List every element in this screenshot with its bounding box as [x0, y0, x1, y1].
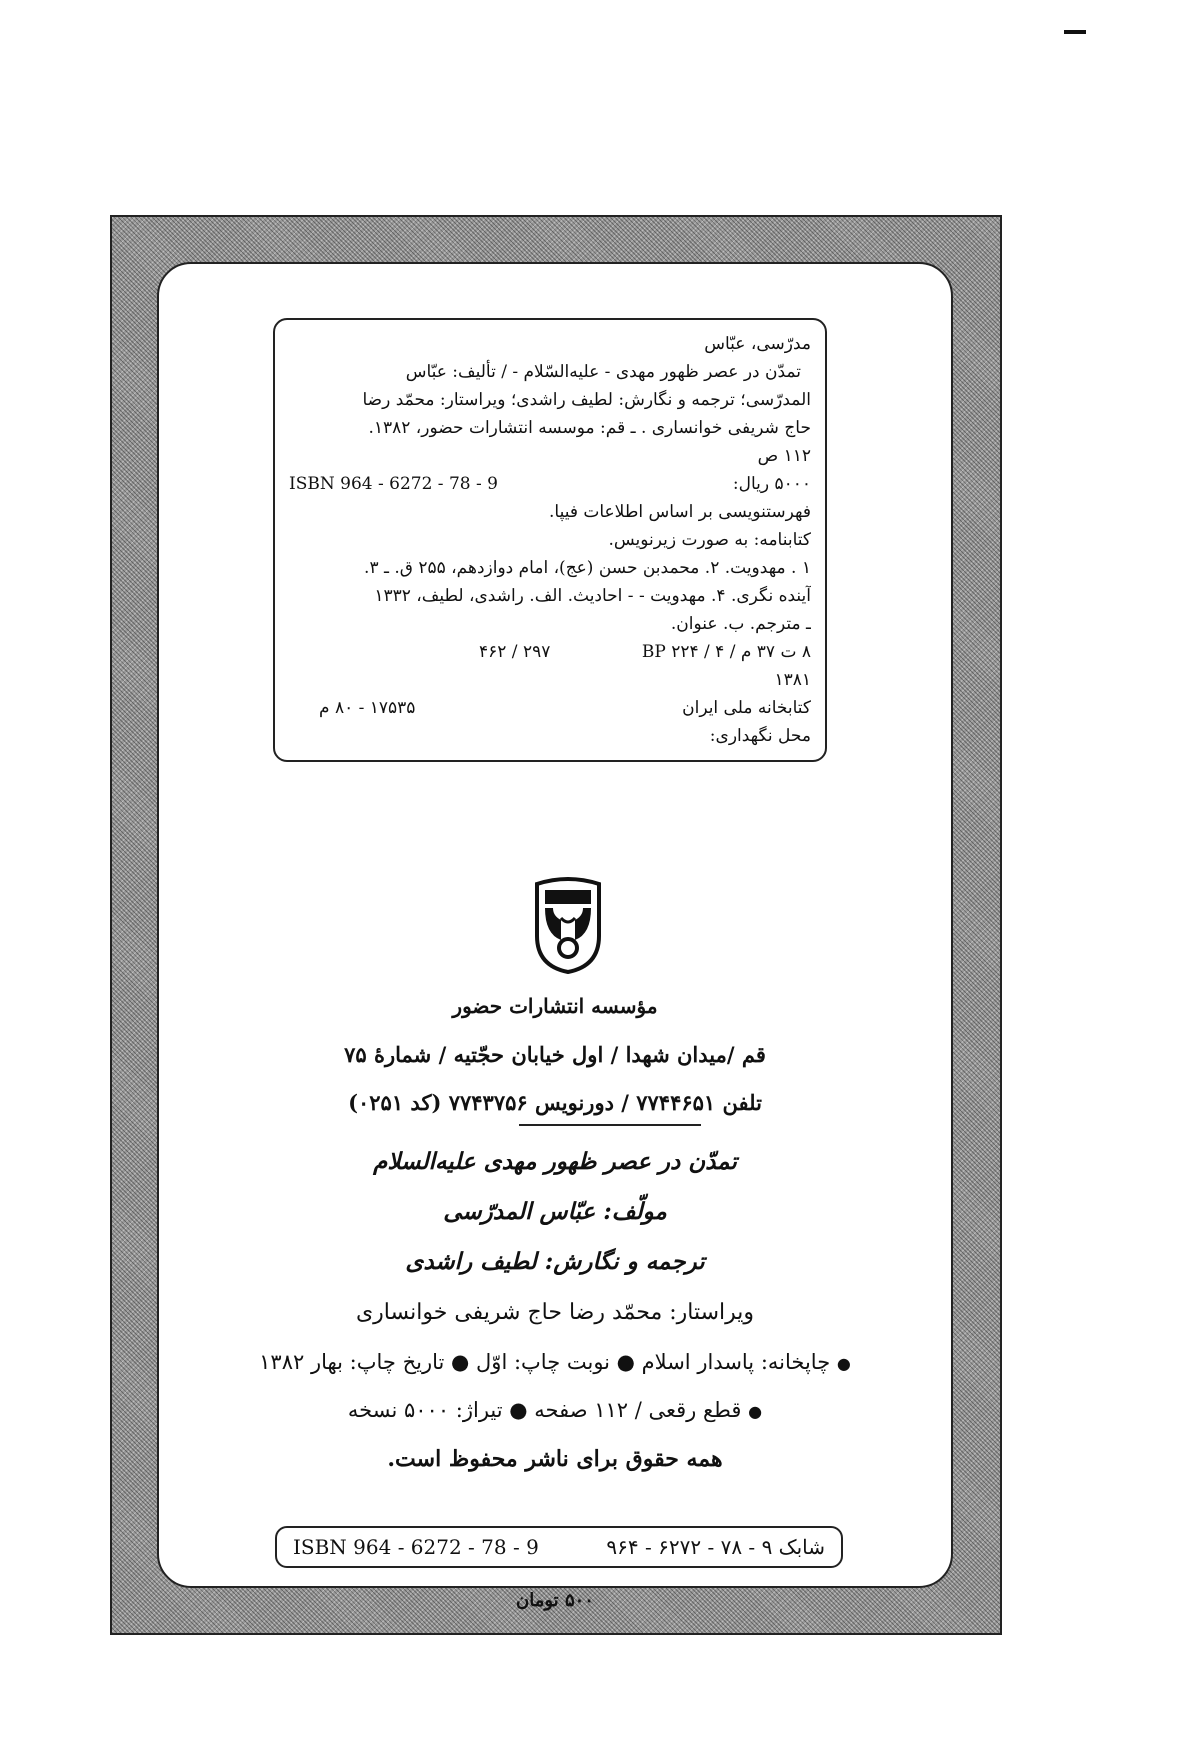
catalog-library-number: ۱۷۵۳۵ - ۸۰ م [319, 698, 416, 718]
catalog-isbn: ISBN 964 - 6272 - 78 - 9 [289, 474, 498, 494]
catalog-dewey: ۲۹۷ / ۴۶۲ [479, 642, 551, 662]
book-editor: ویراستار: محمّد رضا حاج شریفی خوانساری [355, 1300, 755, 1325]
catalog-subjects-2: آینده نگری. ۴. مهدویت - - احادیث. الف. راشدی، لطیف، ۱۳۳۲ [374, 586, 811, 606]
book-print-info [159, 1350, 951, 1374]
catalog-title-line: تمدّن در عصر ظهور مهدی - علیه‌السّلام - / تألیف: عبّاس [405, 362, 801, 382]
page-mark [1064, 30, 1086, 34]
format-info-text: قطع رقعی / ۱۱۲ صفحه ● تیراژ: ۵۰۰۰ نسخه [347, 1398, 742, 1422]
content-panel [157, 262, 953, 1611]
page-frame [110, 215, 1002, 1635]
catalog-price: ۵۰۰۰ ریال: [732, 474, 811, 494]
book-author: مولّف: عبّاس المدرّسی [443, 1198, 667, 1225]
catalog-subjects-1: ۱ . مهدویت. ۲. محمدبن حسن (عج)، امام دوازدهم، ۲۵۵ ق. ـ ۳. [364, 558, 811, 578]
isbn-persian: شابک ۹ - ۷۸ - ۶۲۷۲ - ۹۶۴ [606, 1535, 825, 1559]
publisher-name: مؤسسه انتشارات حضور [452, 994, 658, 1018]
catalog-year: ۱۳۸۱ [774, 670, 811, 690]
catalog-subjects-3: ـ مترجم. ب. عنوان. [670, 614, 811, 634]
catalog-publisher-line: حاج شریفی خوانساری . ـ قم: موسسه انتشارات حضور، ۱۳۸۲. [368, 418, 811, 438]
catalog-author: مدرّسی، عبّاس [704, 334, 811, 354]
catalog-classification-row [289, 638, 811, 666]
catalog-library-row [289, 694, 811, 722]
book-format-info [159, 1398, 951, 1422]
isbn-latin: ISBN 964 - 6272 - 78 - 9 [293, 1535, 539, 1559]
cataloging-record [273, 318, 827, 762]
bullet-icon: ● [836, 1354, 851, 1373]
catalog-pages: ۱۱۲ ص [757, 446, 811, 466]
catalog-credits-line: المدرّسی؛ ترجمه و نگارش: لطیف راشدی؛ ویراستار: محمّد رضا [362, 390, 811, 410]
book-price: ۵۰۰ تومان [516, 1590, 594, 1611]
catalog-price-isbn-row [289, 470, 811, 498]
publisher-logo-icon [531, 874, 605, 974]
rights-statement: همه حقوق برای ناشر محفوظ است. [387, 1446, 723, 1472]
book-title: تمدّن در عصر ظهور مهدی علیه‌السلام [373, 1148, 737, 1175]
book-translator: ترجمه و نگارش: لطیف راشدی [405, 1248, 705, 1275]
catalog-classification: ۸ ت ۳۷ م / ۴ / ۲۲۴ BP [641, 642, 811, 662]
catalog-note-bibliography: کتابنامه: به صورت زیرنویس. [608, 530, 811, 550]
catalog-storage: محل نگهداری: [709, 726, 811, 746]
print-info-text: چاپخانه: پاسدار اسلام ● نوبت چاپ: اوّل ● تاریخ چاپ: بهار ۱۳۸۲ [259, 1350, 831, 1374]
catalog-note-fipa: فهرستنویسی بر اساس اطلاعات فیپا. [548, 502, 811, 522]
phone-underline [519, 1124, 701, 1126]
bullet-icon: ● [748, 1402, 763, 1421]
isbn-box [275, 1526, 843, 1568]
publisher-phone: تلفن ۷۷۴۴۶۵۱ / دورنویس ۷۷۴۳۷۵۶ (کد ۰۲۵۱) [348, 1090, 762, 1115]
publisher-address: قم /میدان شهدا / اول خیابان حجّتیه / شمارهٔ ۷۵ [344, 1042, 766, 1067]
catalog-library: کتابخانه ملی ایران [682, 698, 811, 718]
